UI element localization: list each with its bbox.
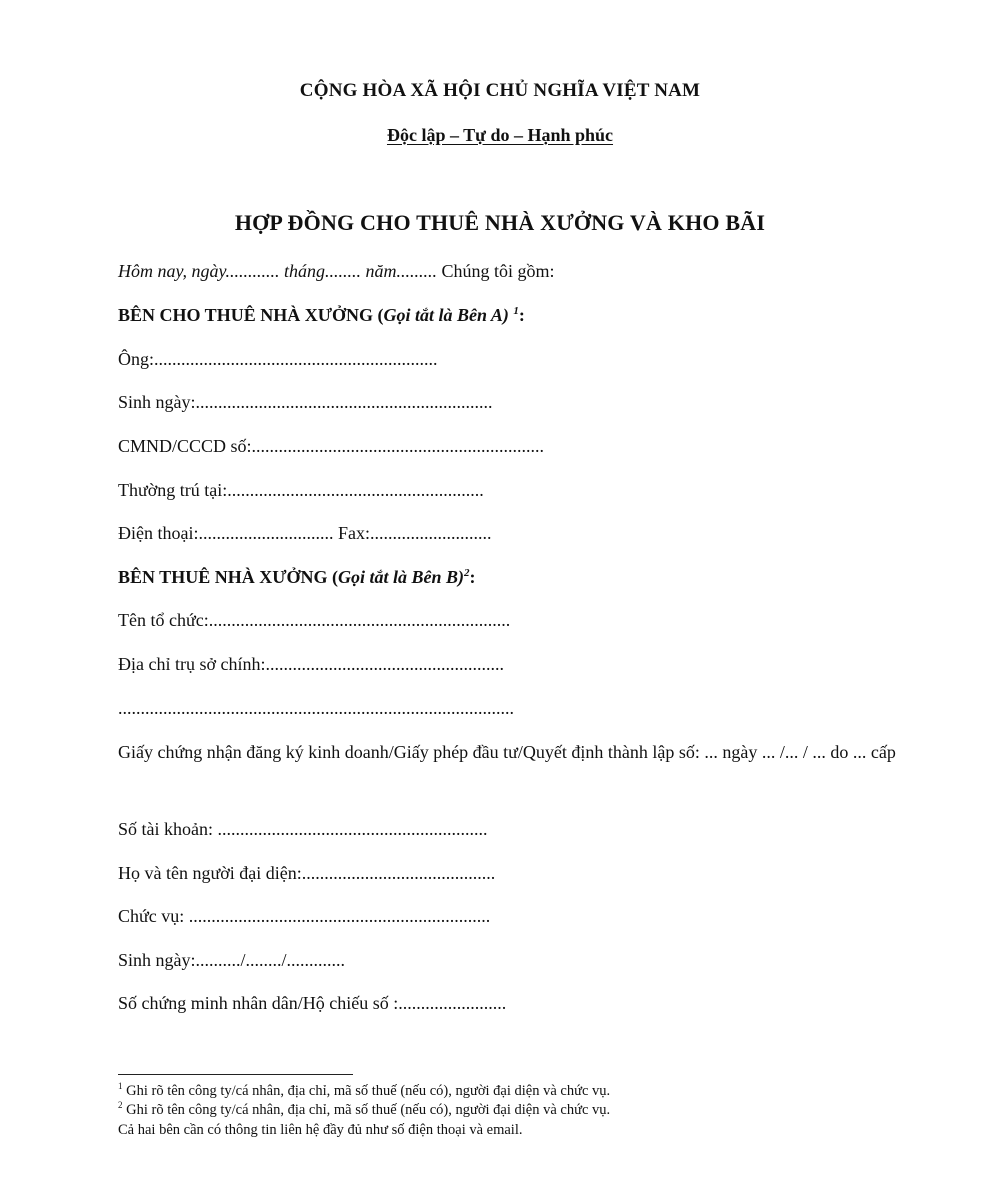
party-b-representative-field: Họ và tên người đại diện:........................................... [118, 863, 496, 883]
intro-date: Hôm nay, ngày............ tháng........ năm......... [118, 261, 437, 281]
national-header: CỘNG HÒA XÃ HỘI CHỦ NGHĨA VIỆT NAM [299, 80, 701, 101]
party-a-heading-prefix: BÊN CHO THUÊ NHÀ XƯỞNG ( [118, 305, 384, 325]
party-b-passport-field: Số chứng minh nhân dân/Hộ chiếu số :........................ [118, 993, 507, 1013]
contract-title: HỢP ĐỒNG CHO THUÊ NHÀ XƯỞNG VÀ KHO BÃI [234, 210, 766, 235]
footnote-1 [118, 1083, 610, 1100]
party-b-heading-prefix: BÊN THUÊ NHÀ XƯỞNG ( [118, 567, 339, 587]
party-a-name-field: Ông:............................................................... [118, 349, 438, 369]
party-a-residence-field: Thường trú tại:......................................................... [118, 480, 484, 500]
footnote-2-text: Ghi rõ tên công ty/cá nhân, địa chỉ, mã số thuế (nếu có), người đại diện và chức vụ. [122, 1102, 611, 1118]
party-b-org-field: Tên tổ chức:................................................................... [118, 610, 511, 630]
party-a-heading [118, 305, 525, 326]
footnote-divider [118, 1074, 353, 1075]
footnote-ref-2: 2 [464, 567, 470, 579]
party-b-address-field: Địa chỉ trụ sở chính:..................................................... [118, 654, 504, 674]
national-motto [0, 125, 1000, 146]
party-a-heading-italic: Gọi tắt là Bên A) [383, 305, 509, 325]
party-a-id-field: CMND/CCCD số:................................................................. [118, 436, 545, 456]
intro-line [118, 261, 555, 282]
footnote-contact-note: Cả hai bên cần có thông tin liên hệ đầy đủ như số điện thoại và email. [118, 1122, 523, 1138]
party-a-heading-suffix: : [518, 305, 525, 325]
footnote-ref-1: 1 [513, 305, 519, 317]
party-b-address-continued: ........................................................................................ [118, 698, 514, 718]
party-b-position-field: Chức vụ: ................................................................... [118, 906, 491, 926]
party-a-birth-field: Sinh ngày:.................................................................. [118, 392, 493, 412]
party-b-rep-birth-field: Sinh ngày:........../......../............. [118, 950, 346, 970]
party-a-phone-fax-field: Điện thoại:.............................. Fax:........................... [118, 523, 492, 543]
party-b-heading [118, 567, 476, 588]
intro-rest: Chúng tôi gồm: [437, 261, 555, 281]
party-b-heading-suffix: : [469, 567, 476, 587]
party-b-account-field: Số tài khoản: ............................................................ [118, 819, 488, 839]
footnote-2 [118, 1102, 610, 1119]
party-b-license-field: Giấy chứng nhận đăng ký kinh doanh/Giấy phép đầu tư/Quyết định thành lập số: ... ngày ... /... / ... do ... cấp [118, 742, 896, 762]
footnote-1-mark: 1 [118, 1081, 123, 1092]
footnote-2-mark: 2 [118, 1100, 123, 1111]
motto-text: Độc lập – Tự do – Hạnh phúc [386, 125, 614, 145]
party-b-heading-italic: Gọi tắt là Bên B) [338, 567, 465, 587]
footnote-1-text: Ghi rõ tên công ty/cá nhân, địa chỉ, mã số thuế (nếu có), người đại diện và chức vụ. [122, 1083, 611, 1099]
